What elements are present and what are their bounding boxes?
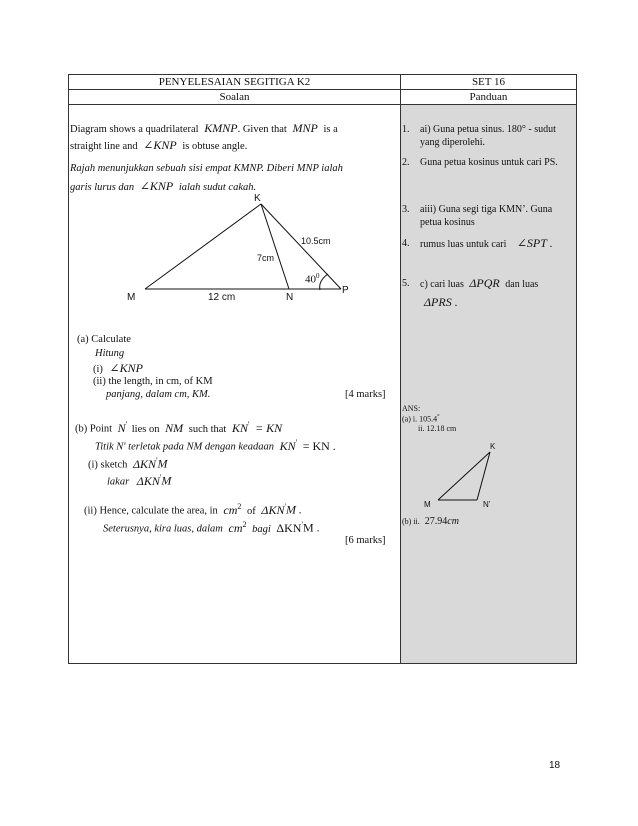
text: is obtuse angle. (182, 141, 248, 152)
math-kn: = KN (255, 420, 283, 435)
answers-title: ANS: (402, 404, 421, 413)
text: (i) (93, 364, 103, 375)
edge-km (145, 204, 261, 289)
part-a-ii-ms: panjang, dalam cm, KM. (106, 389, 211, 400)
length-kp: 10.5cm (301, 236, 331, 246)
text: Diagram shows a quadrilateral (70, 124, 199, 135)
math-nm: NM (165, 420, 184, 435)
part-b-marks: [6 marks] (345, 535, 386, 546)
prime: ' (295, 438, 298, 447)
math-kmnp: KMNP (204, 121, 238, 135)
part-a-ii: (ii) the length, in cm, of KM (93, 376, 213, 387)
text: (b) ii. (402, 517, 420, 526)
page-number: 18 (549, 760, 561, 771)
math-knp: ∠KNP (139, 179, 174, 193)
prime: ' (156, 456, 158, 465)
item-text: Guna petua kosinus untuk cari PS. (420, 157, 558, 168)
angle-degree: 0 (316, 272, 320, 280)
header-col-right: Panduan (401, 90, 577, 105)
math-m: M . (302, 520, 320, 535)
math-m: M . (285, 502, 302, 517)
sketch-edge-km (438, 452, 490, 500)
math-n: N (117, 420, 126, 435)
text: dan luas (505, 279, 539, 290)
item-text (420, 277, 570, 291)
part-a-heading: (a) Calculate (77, 334, 131, 345)
header-col-left: Soalan (69, 90, 401, 105)
text: Titik N' terletak pada NM dengan keadaan (95, 441, 274, 453)
part-b-ms (95, 436, 336, 455)
sketch-label-n-prime: N’ (483, 500, 491, 509)
text: bagi (252, 523, 271, 535)
prime: ' (125, 420, 128, 429)
edge-kn (261, 204, 289, 289)
text: of (247, 505, 256, 517)
angle-value: 40 (305, 273, 316, 286)
degree: ° (437, 414, 440, 420)
text: (b) Point (75, 423, 113, 435)
label-n: N (286, 292, 294, 303)
sketch-label-k: K (490, 442, 496, 451)
math-kn-prime: KN (279, 438, 296, 453)
text: . Given that (237, 124, 287, 135)
intro-ms-line1: Rajah menunjukkan sebuah sisi empat KMNP. Diberi MNP ialah (70, 163, 343, 174)
sketch-edge-kn (477, 452, 490, 500)
text: rumus luas untuk cari (420, 239, 507, 250)
prime: ' (248, 420, 250, 429)
math-triangle: ΔKN (136, 473, 160, 488)
item-text: aiii) Guna segi tiga KMN’. Guna petua kosinus (420, 204, 553, 228)
part-b-ii (84, 500, 302, 519)
answer-unit: cm (447, 516, 459, 527)
math-kn-prime: KN (231, 420, 248, 435)
sketch-label-m: M (424, 500, 431, 509)
item-text (420, 237, 570, 251)
part-a-heading-ms: Hitung (95, 348, 125, 359)
math-spt: ∠SPT . (516, 236, 553, 250)
text: Seterusnya, kira luas, dalam (103, 523, 223, 535)
text: lies on (131, 423, 160, 435)
math-mnp: MNP (292, 121, 318, 135)
part-b-line1 (75, 418, 282, 437)
text: is a (323, 124, 338, 135)
math-knp: ∠KNP (143, 138, 177, 152)
text: (i) sketch (88, 459, 128, 471)
squared: 2 (237, 502, 242, 511)
math-prs: ΔPRS . (424, 295, 458, 309)
item-number: 4. (402, 238, 410, 249)
text: (ii) Hence, calculate the area, in (84, 505, 218, 517)
answer-b-ii (402, 516, 459, 527)
item-number: 2. (402, 157, 410, 168)
text: garis lurus dan (70, 182, 135, 193)
label-p: P (342, 285, 349, 296)
math-knp: ∠KNP (109, 361, 143, 375)
math-triangle: ΔKN (261, 502, 285, 517)
math-kn: = KN . (302, 438, 336, 453)
math-cm: cm (223, 502, 238, 517)
item-text: ai) Guna petua sinus. 180° - sudut yang diperolehi. (420, 124, 556, 148)
prime: ' (284, 502, 286, 511)
prime: ' (301, 520, 303, 529)
item-number: 3. (402, 204, 410, 215)
edge-kp (261, 204, 341, 289)
length-mn: 12 cm (208, 292, 236, 303)
label-m: M (127, 292, 136, 303)
squared: 2 (242, 520, 247, 529)
math-triangle: ΔKN (133, 456, 157, 471)
header-title: PENYELESAIAN SEGITIGA K2 (69, 75, 401, 90)
part-b-i (88, 454, 168, 473)
text: ialah sudut cakah. (178, 182, 257, 193)
text: c) cari luas (420, 279, 464, 290)
angle-label (305, 272, 320, 286)
item-number: 1. (402, 124, 410, 135)
math-triangle: ΔKN (276, 520, 302, 535)
text: straight line and (70, 141, 138, 152)
math-pqr: ΔPQR (469, 276, 500, 290)
math-m: M (157, 456, 168, 471)
answer-value: 27.94 (424, 516, 448, 527)
text: such that (188, 423, 227, 435)
text: lakar (107, 476, 130, 488)
item-number: 5. (402, 278, 410, 289)
part-a-marks: [4 marks] (345, 389, 386, 400)
label-k: K (254, 193, 261, 204)
answer-a-i (402, 414, 440, 424)
part-b-ii-ms (103, 518, 320, 537)
prime: ' (159, 473, 162, 482)
text: (a) i. 105.4 (402, 414, 438, 424)
answer-a-ii: ii. 12.18 cm (418, 424, 457, 433)
angle-arc (320, 274, 328, 290)
header-set: SET 16 (401, 75, 577, 90)
math-m: M (161, 473, 172, 488)
length-kn: 7cm (257, 253, 275, 263)
part-b-i-ms (107, 471, 171, 490)
math-cm: cm (228, 520, 243, 535)
